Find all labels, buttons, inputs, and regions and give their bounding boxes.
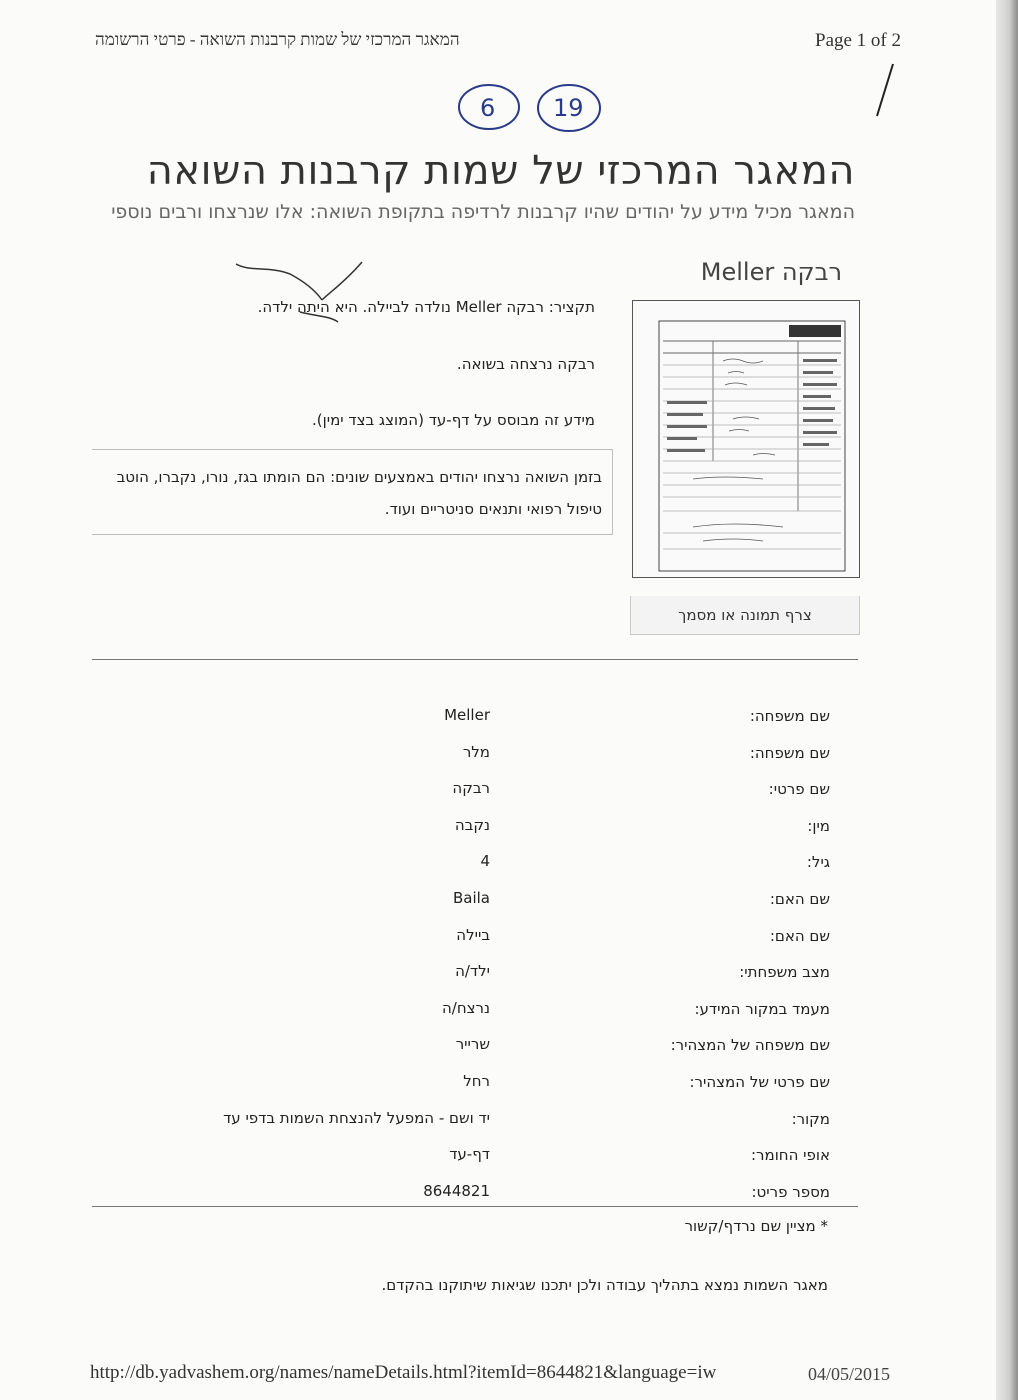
scan-edge-shadow [996, 0, 1018, 1400]
footnote: * מציין שם נרדף/קשור [684, 1217, 828, 1235]
detail-value: נרצח/ה [441, 999, 490, 1017]
detail-label: שם פרטי: [768, 780, 830, 798]
section-divider [92, 1206, 858, 1207]
summary-line: רבקה נרצחה בשואה. [456, 355, 595, 373]
detail-value: ילד/ה [455, 962, 490, 980]
detail-label: מקור: [791, 1110, 830, 1128]
detail-value: Baila [452, 889, 490, 907]
circled-number-2: 19 [553, 94, 584, 122]
testimony-document-thumbnail[interactable] [632, 300, 860, 578]
section-divider [92, 659, 858, 660]
detail-label: מספר פריט: [751, 1183, 830, 1201]
detail-value: נקבה [454, 816, 490, 834]
detail-value: 4 [480, 852, 490, 870]
detail-label: אופי החומר: [751, 1146, 830, 1164]
detail-label: שם משפחה: [749, 744, 830, 762]
circled-number-1: 6 [480, 94, 496, 122]
detail-value: רבקה [452, 779, 490, 797]
page-indicator: Page 1 of 2 [815, 30, 902, 51]
print-header-title: המאגר המרכזי של שמות קרבנות השואה - פרטי הרשומה [95, 30, 460, 49]
info-box-line: טיפול רפואי ותנאים סניטריים ועוד. [384, 500, 602, 518]
detail-value: 8644821 [423, 1182, 490, 1200]
disclaimer: מאגר השמות נמצא בתהליך עבודה ולכן יתכנו שגיאות שיתוקנו בהקדם. [381, 1276, 828, 1294]
detail-value: יד ושם - המפעל להנצחת השמות בדפי עד [223, 1109, 490, 1127]
record-name-heading: רבקה Meller [700, 258, 842, 286]
detail-label: גיל: [806, 853, 830, 871]
info-box-line: בזמן השואה נרצחו יהודים באמצעים שונים: הם הומתו בגז, נורו, נקברו, הוטב [116, 468, 602, 486]
detail-label: שם פרטי של המצהיר: [689, 1073, 830, 1091]
detail-value: ביילה [456, 926, 490, 944]
print-date: 04/05/2015 [808, 1364, 891, 1384]
page-subtitle: המאגר מכיל מידע על יהודים שהיו קרבנות לרדיפה בתקופת השואה: אלו שנרצחו ורבים נוספי [111, 201, 855, 223]
detail-label: שם משפחה של המצהיר: [670, 1036, 830, 1054]
page-url: http://db.yadvashem.org/names/nameDetails.html?itemId=8644821&language=iw [90, 1362, 717, 1383]
attach-photo-or-document-button[interactable]: צרף תמונה או מסמך [630, 596, 860, 635]
detail-label: שם משפחה: [749, 707, 830, 725]
info-box [92, 449, 613, 535]
document-image [633, 301, 859, 577]
detail-value: שרייר [455, 1035, 490, 1053]
detail-label: מצב משפחתי: [739, 963, 830, 981]
detail-value: מלר [462, 743, 490, 761]
summary-line: מידע זה מבוסס על דף-עד (המוצג בצד ימין). [312, 411, 595, 429]
detail-label: שם האם: [769, 927, 830, 945]
detail-value: דף-עד [449, 1145, 490, 1163]
summary-line: תקציר: רבקה Meller נולדה לביילה. היא היתה ילדה. [257, 298, 595, 316]
detail-value: Meller [444, 706, 490, 724]
detail-label: מעמד במקור המידע: [694, 1000, 830, 1018]
detail-label: שם האם: [769, 890, 830, 908]
detail-label: מין: [807, 817, 830, 835]
detail-value: רחל [463, 1072, 490, 1090]
page-title: המאגר המרכזי של שמות קרבנות השואה [146, 148, 855, 194]
